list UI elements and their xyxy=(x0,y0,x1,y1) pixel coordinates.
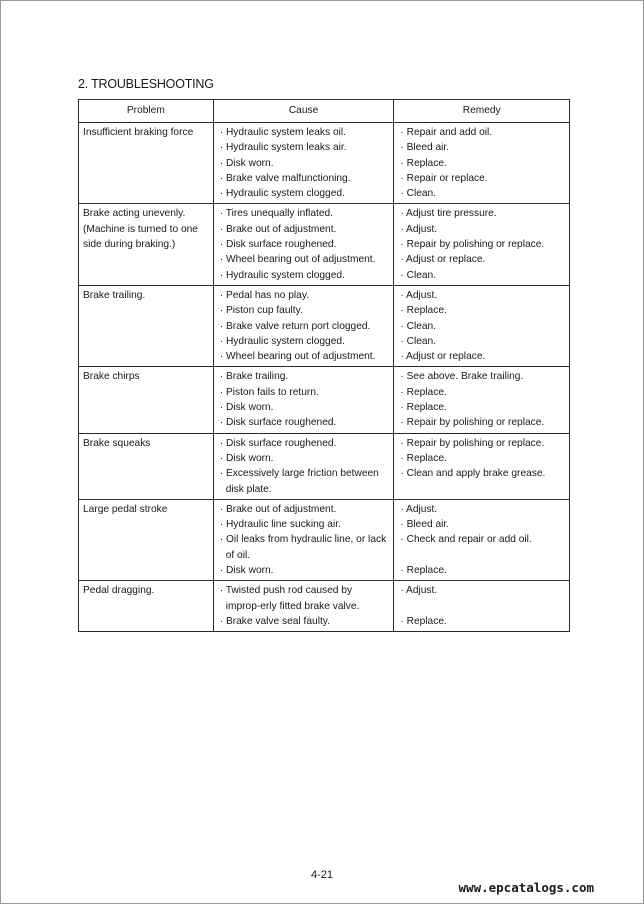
remedy-item: · Replace. xyxy=(398,400,565,415)
remedy-item xyxy=(398,599,565,614)
remedy-item: · Adjust. xyxy=(398,583,565,598)
problem-text: Brake squeaks xyxy=(83,437,151,449)
table-row xyxy=(79,204,570,285)
table-row xyxy=(79,123,570,204)
remedy-cell xyxy=(394,204,570,285)
cause-item: · Brake valve return port clogged. xyxy=(218,319,390,334)
remedy-item: · Adjust or replace. xyxy=(398,349,565,364)
remedy-item: · Clean and apply brake grease. xyxy=(398,466,565,481)
cause-cell xyxy=(213,581,394,632)
problem-cell xyxy=(79,123,214,204)
remedy-item: · Repair and add oil. xyxy=(398,125,565,140)
cause-item: · Wheel bearing out of adjustment. xyxy=(218,252,390,267)
cause-item: · Hydraulic system clogged. xyxy=(218,186,390,201)
table-row xyxy=(79,581,570,632)
remedy-item: · Adjust or replace. xyxy=(398,252,565,267)
cause-item: · Wheel bearing out of adjustment. xyxy=(218,349,390,364)
remedy-item: · Clean. xyxy=(398,334,565,349)
remedy-item: · Repair by polishing or replace. xyxy=(398,415,565,430)
remedy-item xyxy=(398,548,565,563)
watermark: www.epcatalogs.com xyxy=(458,880,594,895)
cause-cell xyxy=(213,499,394,580)
header-remedy: Remedy xyxy=(394,100,570,123)
remedy-item: · Check and repair or add oil. xyxy=(398,532,565,547)
cause-cell xyxy=(213,123,394,204)
cause-cell xyxy=(213,204,394,285)
cause-item: · Oil leaks from hydraulic line, or lack of oil. xyxy=(218,532,390,563)
problem-cell xyxy=(79,367,214,433)
cause-item: · Brake trailing. xyxy=(218,369,390,384)
remedy-item: · Adjust. xyxy=(398,222,565,237)
remedy-item: · Replace. xyxy=(398,385,565,400)
header-cause: Cause xyxy=(213,100,394,123)
remedy-item: · Replace. xyxy=(398,563,565,578)
header-problem: Problem xyxy=(79,100,214,123)
remedy-item: · Replace. xyxy=(398,614,565,629)
problem-cell xyxy=(79,285,214,366)
cause-item: · Brake out of adjustment. xyxy=(218,222,390,237)
problem-cell xyxy=(79,204,214,285)
problem-cell xyxy=(79,581,214,632)
remedy-cell xyxy=(394,499,570,580)
table-row xyxy=(79,285,570,366)
cause-item: · Hydraulic system leaks air. xyxy=(218,140,390,155)
remedy-item: · Bleed air. xyxy=(398,140,565,155)
problem-text: Brake trailing. xyxy=(83,289,146,301)
remedy-item: · Bleed air. xyxy=(398,517,565,532)
cause-item: · Hydraulic line sucking air. xyxy=(218,517,390,532)
problem-cell xyxy=(79,433,214,499)
cause-item: · Brake valve seal faulty. xyxy=(218,614,390,629)
cause-item: · Twisted push rod caused by improp-erly fitted brake valve. xyxy=(218,583,390,614)
remedy-item: · Repair by polishing or replace. xyxy=(398,436,565,451)
remedy-item: · Clean. xyxy=(398,268,565,283)
problem-text: Large pedal stroke xyxy=(83,503,168,515)
cause-cell xyxy=(213,367,394,433)
cause-item: · Disk surface roughened. xyxy=(218,415,390,430)
remedy-item: · Clean. xyxy=(398,319,565,334)
cause-item: · Disk worn. xyxy=(218,451,390,466)
problem-text: (Machine is turned to one xyxy=(83,223,198,235)
remedy-cell xyxy=(394,581,570,632)
cause-item: · Hydraulic system clogged. xyxy=(218,334,390,349)
remedy-cell xyxy=(394,367,570,433)
table-row xyxy=(79,499,570,580)
cause-item: · Pedal has no play. xyxy=(218,288,390,303)
remedy-item: · Replace. xyxy=(398,451,565,466)
remedy-item: · Adjust. xyxy=(398,502,565,517)
cause-item: · Disk worn. xyxy=(218,400,390,415)
problem-text: Brake chirps xyxy=(83,371,140,383)
cause-item: · Tires unequally inflated. xyxy=(218,206,390,221)
remedy-item: · Repair by polishing or replace. xyxy=(398,237,565,252)
remedy-cell xyxy=(394,285,570,366)
problem-cell xyxy=(79,499,214,580)
remedy-cell xyxy=(394,123,570,204)
remedy-item: · Adjust tire pressure. xyxy=(398,206,565,221)
cause-cell xyxy=(213,433,394,499)
remedy-item: · Replace. xyxy=(398,303,565,318)
problem-text: Insufficient braking force xyxy=(83,127,194,138)
remedy-item: · Repair or replace. xyxy=(398,171,565,186)
remedy-cell xyxy=(394,433,570,499)
cause-item: · Brake valve malfunctioning. xyxy=(218,171,390,186)
cause-item: · Disk surface roughened. xyxy=(218,237,390,252)
cause-item: · Piston fails to return. xyxy=(218,385,390,400)
cause-item: · Brake out of adjustment. xyxy=(218,502,390,517)
cause-item: · Disk surface roughened. xyxy=(218,436,390,451)
troubleshooting-table xyxy=(78,99,570,632)
cause-item: · Hydraulic system leaks oil. xyxy=(218,125,390,140)
table-row xyxy=(79,367,570,433)
remedy-item: · Clean. xyxy=(398,186,565,201)
cause-item: · Disk worn. xyxy=(218,563,390,578)
remedy-item: · Adjust. xyxy=(398,288,565,303)
cause-cell xyxy=(213,285,394,366)
cause-item: · Piston cup faulty. xyxy=(218,303,390,318)
table-header-row xyxy=(79,100,570,123)
table-row xyxy=(79,433,570,499)
problem-text: side during braking.) xyxy=(83,239,176,251)
remedy-item: · Replace. xyxy=(398,156,565,171)
cause-item: · Hydraulic system clogged. xyxy=(218,268,390,283)
remedy-item: · See above. Brake trailing. xyxy=(398,369,565,384)
page-number: 4-21 xyxy=(310,869,334,881)
problem-text: Pedal dragging. xyxy=(83,585,155,597)
cause-item: · Disk worn. xyxy=(218,156,390,171)
section-title: 2. TROUBLESHOOTING xyxy=(78,77,214,91)
problem-text: Brake acting unevenly. xyxy=(83,208,186,220)
cause-item: · Excessively large friction between disk plate. xyxy=(218,466,390,497)
